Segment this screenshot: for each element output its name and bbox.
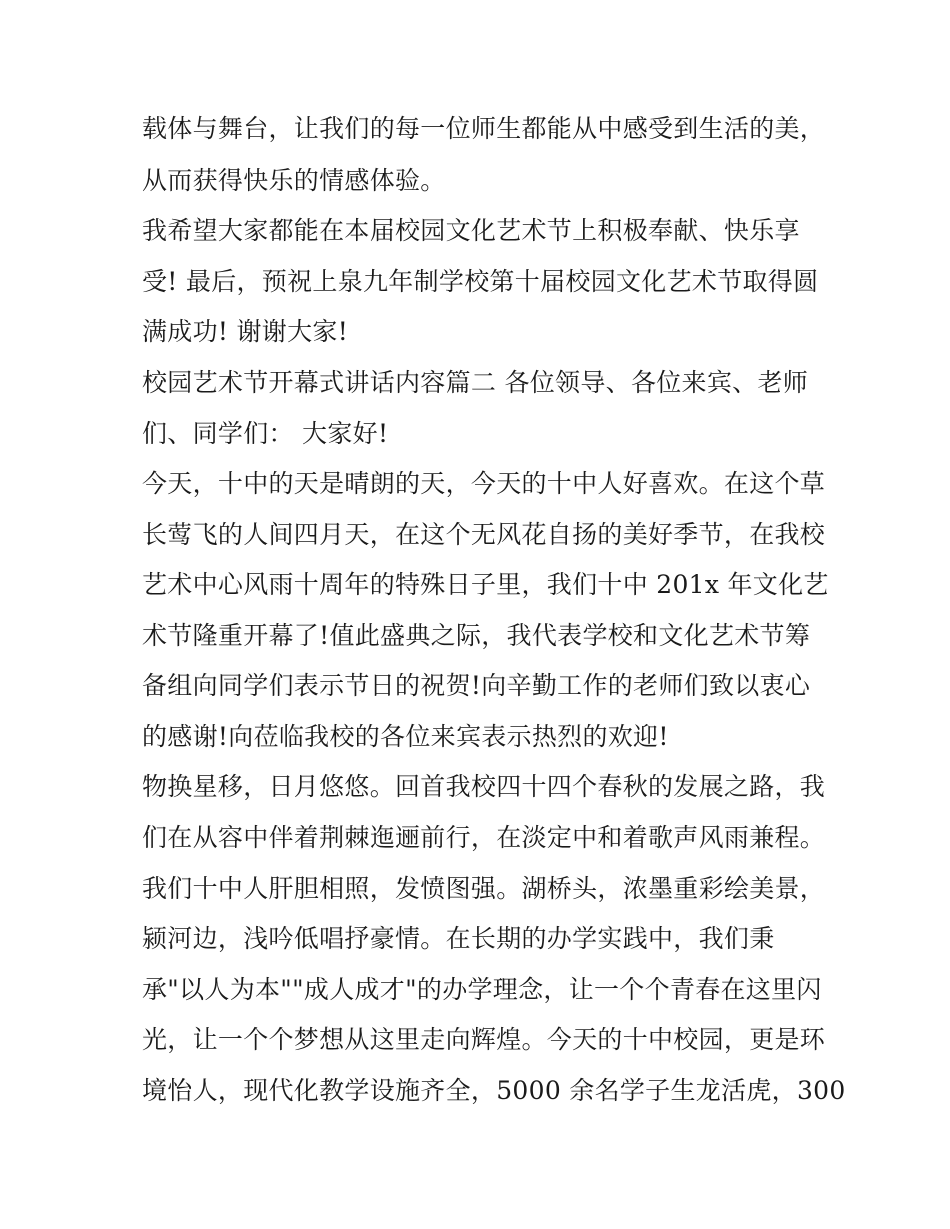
text-line: 术节隆重开幕了!值此盛典之际，我代表学校和文化艺术节筹 [142, 621, 811, 650]
text-line: 的感谢!向莅临我校的各位来宾表示热烈的欢迎! [142, 722, 669, 751]
text-line: 受! 最后，预祝上泉九年制学校第十届校园文化艺术节取得圆 [142, 267, 819, 296]
text-line: 我希望大家都能在本届校园文化艺术节上积极奉献、快乐享 [142, 216, 800, 245]
text-line: 承"以人为本""成人成才"的办学理念，让一个个青春在这里闪 [142, 975, 822, 1004]
text-line: 艺术中心风雨十周年的特殊日子里，我们十中 201x 年文化艺 [142, 570, 829, 599]
text-line: 们、同学们： 大家好! [142, 419, 389, 448]
text-line: 境怡人，现代化教学设施齐全，5000 余名学子生龙活虎，300 [142, 1076, 846, 1105]
text-line: 今天，十中的天是晴朗的天，今天的十中人好喜欢。在这个草 [142, 469, 826, 498]
text-line: 从而获得快乐的情感体验。 [142, 166, 446, 195]
text-line: 物换星移，日月悠悠。回首我校四十四个春秋的发展之路，我 [142, 772, 826, 801]
text-line: 校园艺术节开幕式讲话内容篇二 各位领导、各位来宾、老师 [142, 368, 809, 397]
text-line: 颍河边，浅吟低唱抒豪情。在长期的办学实践中，我们秉 [142, 924, 775, 953]
text-line: 载体与舞台，让我们的每一位师生都能从中感受到生活的美， [142, 114, 826, 143]
text-line: 长莺飞的人间四月天，在这个无风花自扬的美好季节，在我校 [142, 520, 826, 549]
text-line: 光，让一个个梦想从这里走向辉煌。今天的十中校园，更是环 [142, 1025, 826, 1054]
text-line: 备组向同学们表示节日的祝贺!向辛勤工作的老师们致以衷心 [142, 671, 811, 700]
text-line: 满成功! 谢谢大家! [142, 317, 349, 346]
text-line: 我们十中人肝胆相照，发愤图强。湖桥头，浓墨重彩绘美景， [142, 874, 826, 903]
text-line: 们在从容中伴着荆棘迤逦前行，在淡定中和着歌声风雨兼程。 [142, 823, 826, 852]
